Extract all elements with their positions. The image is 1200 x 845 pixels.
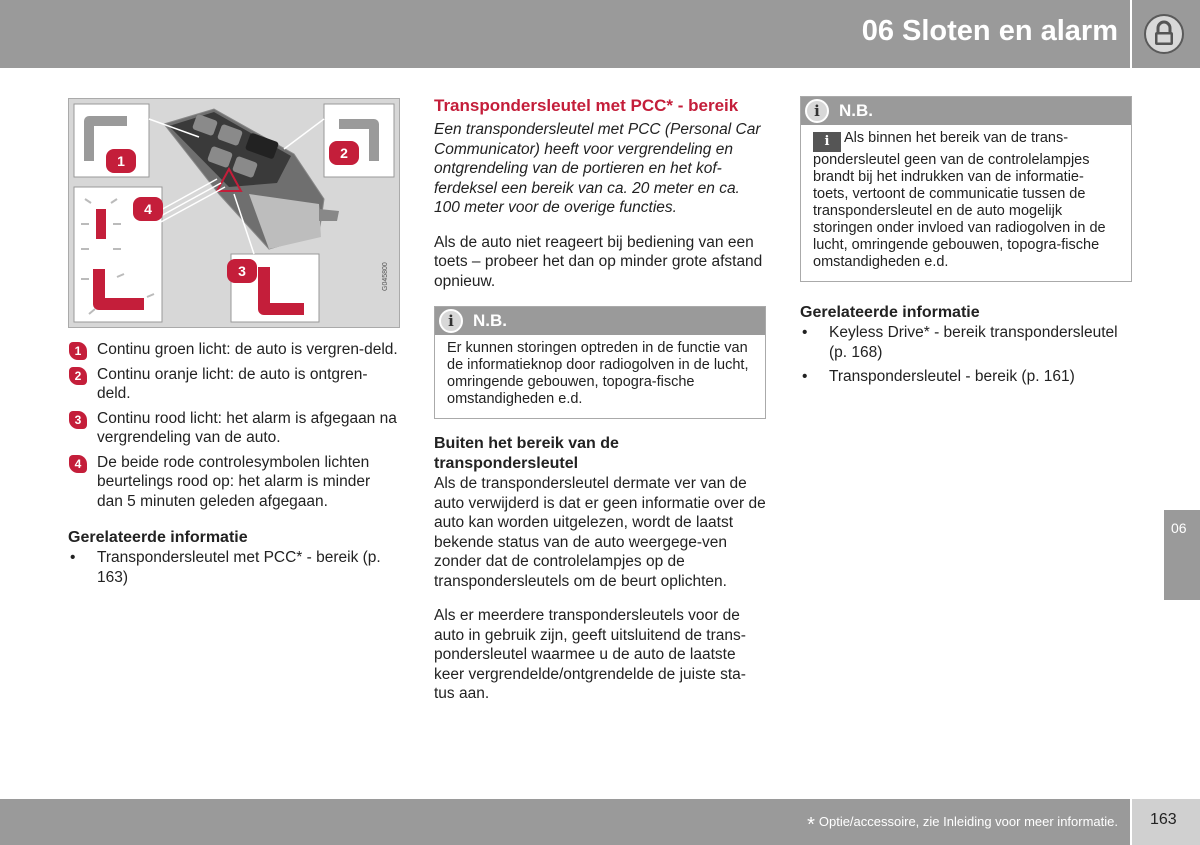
- chapter-title: 06 Sloten en alarm: [861, 15, 1118, 47]
- marker-4: 4: [144, 201, 152, 217]
- marker-1: 1: [117, 153, 125, 169]
- related-link[interactable]: • Keyless Drive* - bereik transpondersleutel (p. 168): [800, 323, 1132, 362]
- main-column: [434, 96, 766, 719]
- note-header: [435, 307, 765, 335]
- paragraph: Als de transpondersleutel dermate ver van de auto verwijderd is dat er geen informatie over de auto kan worden uitgelezen, wordt de laatst bekende status van de auto weergege-ven zonder dat de controlelampjes op de transpondersleutels om de beurt oplichten.: [434, 475, 766, 590]
- note-text: Als binnen het bereik van de trans-pondersleutel geen van de controlelampjes brandt bij het indrukken van de informatie-toets, vertoont de communicatie tussen de transpondersleutel en de auto mogelijk storingen onder invloed van radiogolven in de lucht, omringende gebouwen, topogra-fische omstandigheden e.d.: [813, 130, 1106, 270]
- marker-3: 3: [238, 263, 246, 279]
- legend-item-1: [68, 340, 398, 360]
- lock-icon: [1144, 14, 1184, 54]
- footnote-star: *: [807, 814, 815, 836]
- legend-text: De beide rode controlesymbolen lichten beurtelings rood op: het alarm is minder dan 5 minuten geleden afgegaan.: [97, 453, 371, 510]
- key-fob-illustration: [68, 98, 400, 328]
- related-info-heading: Gerelateerde informatie: [68, 529, 248, 546]
- intro-paragraph: Een transpondersleutel met PCC (Personal Car Communicator) heeft voor vergrendeling en ontgrendeling van de portieren en het kof-ferdeksel een bereik van ca. 20 meter en ca. 100 meter voor de overige functies.: [434, 121, 761, 216]
- subsection-title: Buiten het bereik van de transpondersleutel: [434, 435, 619, 472]
- chapter-header: [0, 0, 1130, 68]
- chapter-tab-label: 06: [1171, 520, 1187, 536]
- legend-item-2: [68, 365, 398, 404]
- info-icon: i: [805, 99, 829, 123]
- legend-list: [68, 340, 398, 592]
- page-number: 163: [1150, 811, 1177, 828]
- related-link[interactable]: • Transpondersleutel met PCC* - bereik (p. 163): [68, 548, 398, 587]
- number-badge: 2: [69, 367, 87, 385]
- note-text: Er kunnen storingen optreden in de functie van de informatieknop door radiogolven in de lucht, omringende gebouwen, topogra-fische omstandigheden e.d.: [447, 340, 749, 407]
- note-header: [801, 97, 1131, 125]
- related-link[interactable]: • Transpondersleutel - bereik (p. 161): [800, 367, 1132, 387]
- note-box: [800, 96, 1132, 282]
- chapter-tab[interactable]: [1164, 510, 1200, 600]
- marker-2: 2: [340, 145, 348, 161]
- figure-code: G045800: [382, 262, 389, 291]
- footnote: [807, 814, 1118, 837]
- note-content: [801, 125, 1131, 281]
- number-badge: 4: [69, 455, 87, 473]
- legend-text: Continu oranje licht: de auto is ontgren-deld.: [97, 365, 368, 402]
- chapter-icon-box: [1132, 0, 1200, 68]
- info-icon: i: [439, 309, 463, 333]
- paragraph: Als er meerdere transpondersleutels voor de auto in gebruik zijn, geeft uitsluitend de trans-pondersleutel waarmee u de auto de laatste keer vergrendelde/ontgrendelde de juiste sta-tus aan.: [434, 607, 746, 702]
- section-title: Transpondersleutel met PCC* - bereik: [434, 96, 739, 115]
- info-button-icon: i: [813, 132, 841, 152]
- number-badge: 1: [69, 342, 87, 360]
- legend-text: Continu groen licht: de auto is vergren-deld.: [97, 341, 398, 358]
- footnote-text: Optie/accessoire, zie Inleiding voor meer informatie.: [818, 814, 1118, 829]
- note-label: N.B.: [839, 101, 873, 120]
- side-column: [800, 96, 1132, 392]
- related-info-heading: Gerelateerde informatie: [800, 304, 980, 321]
- legend-item-4: [68, 453, 398, 512]
- note-label: N.B.: [473, 311, 507, 330]
- page-footer: [0, 799, 1130, 845]
- page-number-box: [1132, 799, 1200, 845]
- paragraph: Als de auto niet reageert bij bediening van een toets – probeer het dan op minder grote afstand opnieuw.: [434, 233, 763, 290]
- number-badge: 3: [69, 411, 87, 429]
- note-box: [434, 306, 766, 419]
- legend-item-3: [68, 409, 398, 448]
- legend-text: Continu rood licht: het alarm is afgegaan na vergrendeling van de auto.: [97, 409, 397, 446]
